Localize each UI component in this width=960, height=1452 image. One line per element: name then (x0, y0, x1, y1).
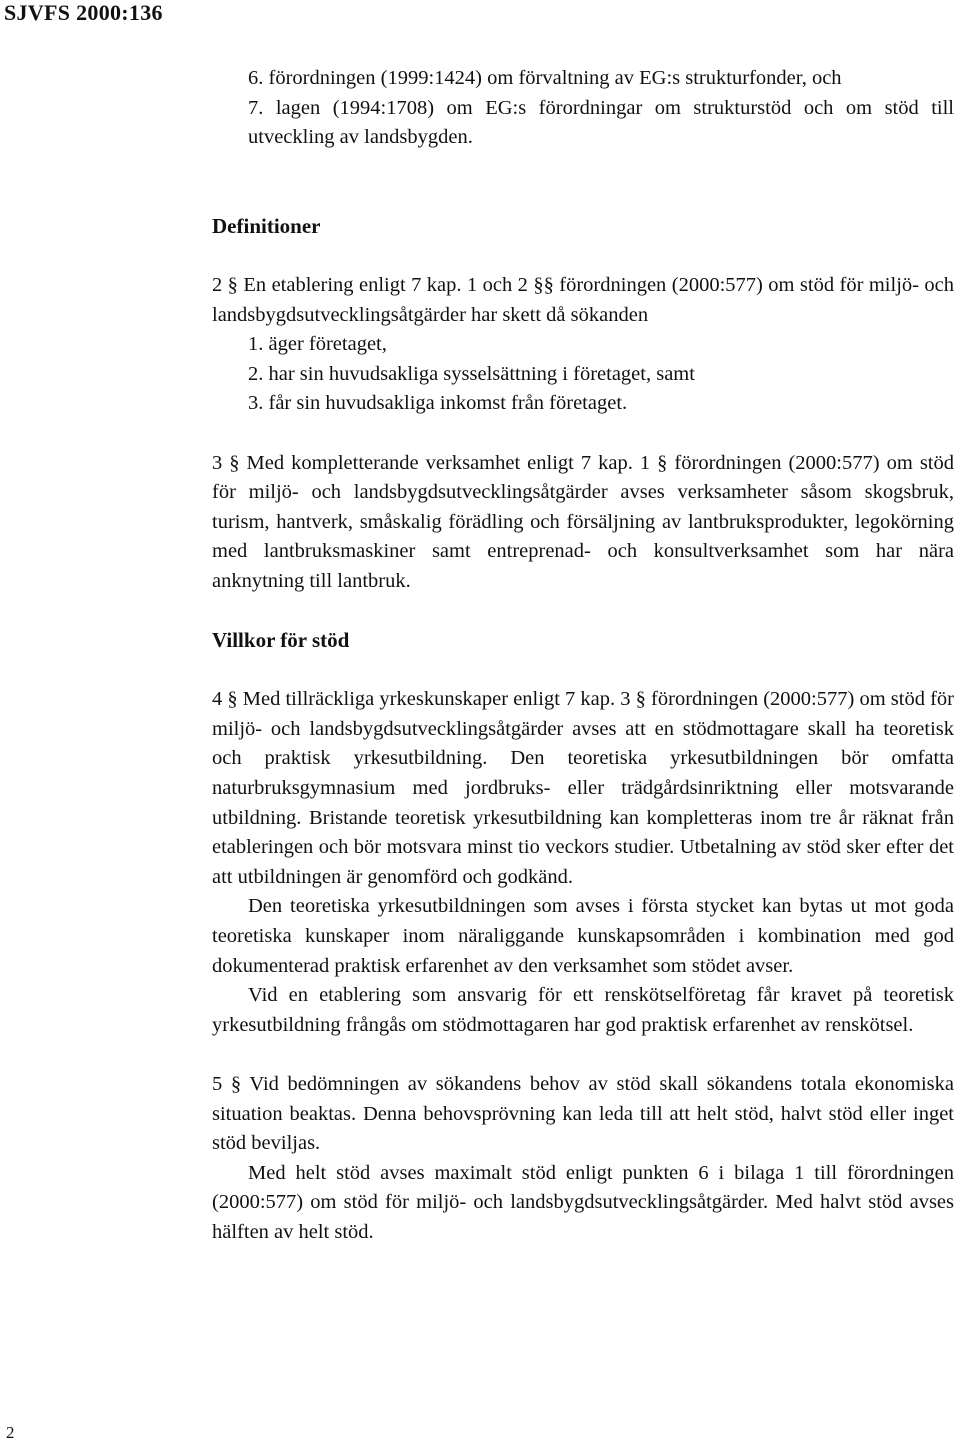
paragraph-5: 5 § Vid bedömningen av sökandens behov av stöd skall sökandens totala ekonomiska situation beaktas. Denna behovsprövning kan leda till att helt stöd, halvt stöd eller inget stöd beviljas. (212, 1073, 954, 1155)
paragraph-4: 4 § Med tillräckliga yrkeskunskaper enligt 7 kap. 3 § förordningen (2000:577) om stöd för miljö- och landsbygdsutvecklingsåtgärder avses att en stödmottagare skall ha teoretisk och praktisk yrkesutbildning. Den teoretiska yrkesutbildningen bör omfatta naturbruksgymnasium med jordbruks- eller trädgårdsinriktning eller motsvarande utbildning. Bristande teoretisk yrkesutbildning kan kompletteras inom tre år räknat från etableringen och bör motsvara minst tio veckors studier. Utbetalning av stöd sker efter det att utbildningen är genomförd och godkänd. (212, 688, 954, 888)
section-heading-definitioner: Definitioner (212, 213, 321, 238)
list-item: 7. lagen (1994:1708) om EG:s förordningar om strukturstöd och om stöd till utveckling av landsbygden. (248, 96, 954, 149)
paragraph-3: 3 § Med kompletterande verksamhet enligt 7 kap. 1 § förordningen (2000:577) om stöd för miljö- och landsbygdsutvecklingsåtgärder avses verksamheter såsom skogsbruk, turism, hantverk, småskalig förädling och försäljning av lantbruksprodukter, legokörning med lantbruksmaskiner samt entreprenad- och konsultverksamhet som har nära anknytning till lantbruk. (212, 451, 954, 592)
list-item: 1. äger företaget, (248, 333, 387, 356)
paragraph-2: 2 § En etablering enligt 7 kap. 1 och 2 §§ förordningen (2000:577) om stöd för miljö- och landsbygdsutvecklingsåtgärder har skett då sökanden (212, 273, 954, 326)
paragraph-5-second: Med helt stöd avses maximalt stöd enligt punkten 6 i bilaga 1 till förordningen (2000:577) om stöd för miljö- och landsbygdsutvecklingsåtgärder. Med halvt stöd avses hälften av helt stöd. (212, 1161, 954, 1243)
list-item: 2. har sin huvudsakliga sysselsättning i företaget, samt (248, 362, 695, 385)
list-item: 3. får sin huvudsakliga inkomst från företaget. (248, 392, 628, 415)
paragraph-4-second: Den teoretiska yrkesutbildningen som avses i första stycket kan bytas ut mot goda teoretiska kunskaper inom näraliggande kunskapsområden i kombination med god dokumenterad praktisk erfarenhet av den verksamhet som stödet avser. (212, 895, 954, 977)
document-header: SJVFS 2000:136 (4, 0, 163, 25)
document-body (212, 64, 954, 1248)
section-heading-villkor: Villkor för stöd (212, 628, 350, 653)
paragraph-4-third: Vid en etablering som ansvarig för ett renskötselföretag får kravet på teoretisk yrkesutbildning frångås om stödmottagaren har god praktisk erfarenhet av renskötsel. (212, 984, 954, 1036)
list-item: 6. förordningen (1999:1424) om förvaltning av EG:s strukturfonder, och (248, 67, 842, 89)
page-number: 2 (6, 1423, 15, 1442)
